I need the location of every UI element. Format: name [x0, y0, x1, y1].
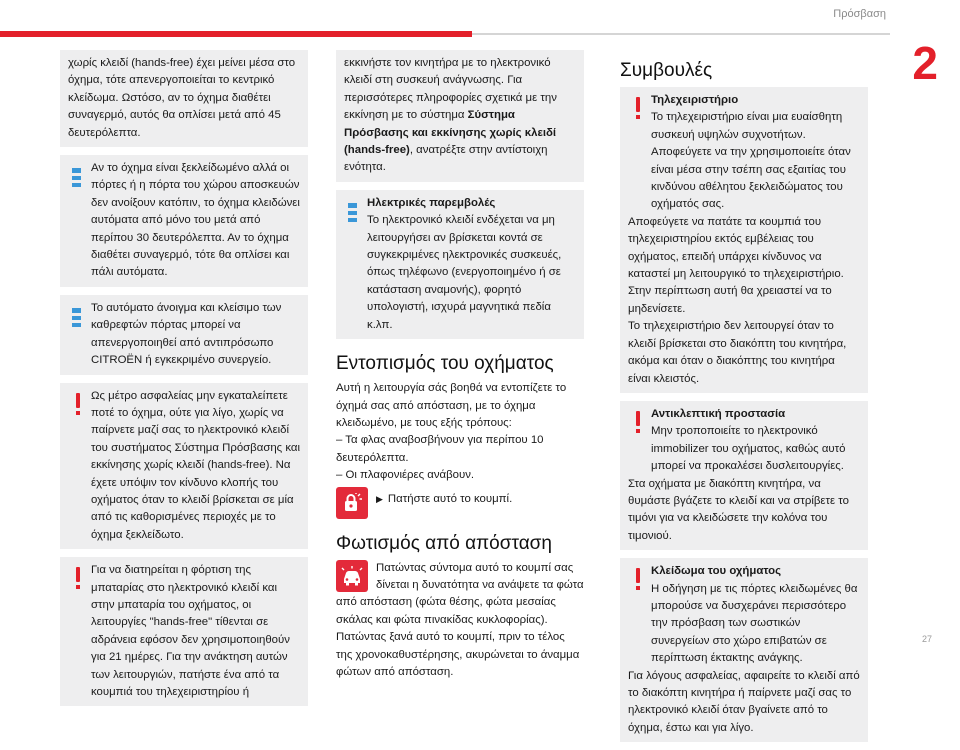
warning-note-text: Η οδήγηση με τις πόρτες κλειδωμένες θα μπορούσε να δυσχεράνει περισσότερο την πρόσβαση των σωστικών συνεργείων στο χώρο επιβατών σε περίπτωση έκτακτης ανάγκης. [651, 582, 858, 665]
info-note-mirrors [60, 295, 308, 375]
continued-text-box [60, 50, 308, 147]
heading-vehicle-locator: Εντοπισμός του οχήματος [336, 353, 554, 375]
heading-remote-lighting: Φωτισμός από απόσταση [336, 532, 552, 554]
info-icon [348, 203, 357, 223]
column-2 [336, 50, 584, 681]
locator-button-instruction: ▶ Πατήστε αυτό το κουμπί. [376, 492, 513, 505]
locator-intro: Αυτή η λειτουργία σάς βοηθά να εντοπίζετε το όχημά σας από απόσταση, με το όχημα κλειδωμένο, με τους εξής τρόπους: [336, 382, 567, 429]
warning-note-theft [60, 383, 308, 550]
info-note-title: Ηλεκτρικές παρεμβολές [367, 196, 496, 209]
info-icon [72, 308, 81, 328]
column-3 [620, 50, 868, 750]
lighting-paragraph: Πατώντας ξανά αυτό το κουμπί, πριν το τέλος της χρονοκαθυστέρησης, ακυρώνεται το άναμμα φώτων από απόσταση. [336, 631, 580, 678]
arrow-right-icon: ▶ [376, 493, 383, 504]
warning-note-title: Αντικλεπτική προστασία [651, 407, 786, 420]
info-note-interference [336, 190, 584, 339]
warning-note-text: Αποφεύγετε να πατάτε τα κουμπιά του τηλεχειριστηρίου εκτός εμβέλειας του οχήματος, επειδή υπάρχει κίνδυνος να καταστεί μη λειτουργικό το τηλεχειριστήριο. Στην περίπτωση αυτή θα χρειαστεί να το μηδενίσετε. [628, 215, 844, 315]
warning-note-locking [620, 558, 868, 742]
info-icon [72, 168, 81, 188]
warning-icon [634, 97, 643, 121]
locator-item: – Οι πλαφονιέρες ανάβουν. [336, 469, 475, 482]
continued-text-box [336, 50, 584, 182]
warning-note-text: Μην τροποποιείτε το ηλεκτρονικό immobilizer του οχήματος, καθώς αυτό μπορεί να προκαλέσει δυσλειτουργίες. [651, 425, 846, 473]
info-note-text: Αν το όχημα είναι ξεκλείδωμένο αλλά οι πόρτες ή η πόρτα του χώρου αποσκευών δεν ανοίξουν κατόπιν, το όχημα κλειδώνει αυτόματα από μόνο του μετά από περίπου 30 δευτερόλεπτα. Αν το όχημα διαθέτει συναγερμό, τότε θα οπλίσει και πάλι αυτόματα. [91, 162, 300, 279]
warning-note-title: Τηλεχειριστήριο [651, 94, 739, 106]
warning-icon [634, 568, 643, 592]
locator-button-row [336, 487, 584, 519]
info-note-auto-lock [60, 155, 308, 287]
warning-note-title: Κλείδωμα του οχήματος [651, 565, 781, 578]
warning-icon [74, 567, 83, 591]
chapter-number: 2 [912, 37, 938, 89]
info-note-text: Το ηλεκτρονικό κλειδί ενδέχεται να μη λειτουργήσει αν βρίσκεται κοντά σε συγκεκριμένες ηλεκτρονικές συσκευές, όπως τηλέφωνο (ενεργοποιημένο ή σε κατάσταση αναμονής), φορητό υπολογιστή, ισχυρά μαγνητικά πεδία κ.λπ. [367, 214, 562, 331]
lock-search-icon [336, 487, 368, 519]
warning-note-antitheft [620, 401, 868, 550]
heading-advice: Συμβουλές [620, 60, 713, 81]
warning-note-text: Για να διατηρείται η φόρτιση της μπαταρίας στο ηλεκτρονικό κλειδί και στην μπαταρία του οχήματος, οι λειτουργίες "hands-free" τίθενται σε αδράνεια εφόσον δεν χρησιμοποιηθούν για 21 ημέρες. Για την ανάκτηση αυτών των λειτουργιών, πατήστε ένα από τα κουμπιά του τηλεχειριστηρίου ή [91, 564, 290, 698]
section-title: Πρόσβαση [833, 8, 886, 20]
header-red-bar [0, 31, 472, 37]
warning-icon [634, 411, 643, 435]
locator-text [336, 380, 584, 484]
warning-note-text: Το τηλεχειριστήριο είναι μια ευαίσθητη συσκευή υψηλών συχνοτήτων. Αποφεύγετε να την χρησιμοποιείτε όταν είναι μέσα στην τσέπη σας εξαιτίας του κινδύνου αθέλητου ξεκλειδώματος του οχήματός σας. [651, 111, 851, 211]
warning-note-text: Στα οχήματα με διακόπτη κινητήρα, να θυμάστε βγάζετε το κλειδί και να στρίβετε το τιμόνι για να κλειδώσετε την κολόνα του τιμονιού. [628, 477, 849, 542]
lighting-paragraph: Πατώντας σύντομα αυτό το κουμπί σας δίνεται η δυνατότητα να ανάψετε τα φώτα από απόσταση (φώτα θέσης, φώτα μεσαίας σκάλας και φώτα πινακίδας κυκλοφορίας). [336, 561, 584, 626]
lighting-text [336, 560, 584, 682]
warning-note-text: Για λόγους ασφαλείας, αφαιρείτε το κλειδί από το διακόπτη κινητήρα ή παίρνετε μαζί σας το ηλεκτρονικό κλειδί όταν βγαίνετε από το όχημα, έστω και για λίγο. [628, 669, 860, 734]
car-lights-icon [336, 560, 368, 592]
warning-note-remote [620, 87, 868, 393]
column-1 [60, 50, 308, 714]
warning-note-text: Ως μέτρο ασφαλείας μην εγκαταλείπετε ποτέ το όχημα, ούτε για λίγο, χωρίς να παίρνετε μαζί σας το ηλεκτρονικό κλειδί του συστήματος Σύστημα Πρόσβασης και εκκίνησης χωρίς κλειδί (hands-free). Να έχετε υπόψιν τον κίνδυνο κλοπής του οχήματος όταν το κλειδί βρίσκεται σε μία από τις καθορισμένες περιοχές με το όχημα ξεκλείδωτο. [91, 389, 301, 541]
page-number: 27 [921, 634, 932, 644]
info-note-text: Το αυτόματο άνοιγμα και κλείσιμο των καθρεφτών πόρτας μπορεί να απενεργοποιηθεί από αντιπρόσωπο CITROËN ή εγκεκριμένο συνεργείο. [91, 301, 282, 367]
locator-item: – Τα φλας αναβοσβήνουν για περίπου 10 δευτερόλεπτα. [336, 434, 544, 464]
warning-note-battery [60, 557, 308, 706]
header-grey-line [472, 33, 890, 35]
warning-icon [74, 393, 83, 417]
continued-text: εκκινήστε τον κινητήρα με το ηλεκτρονικό κλειδί στη συσκευή ανάγνωσης. Για περισσότερες πληροφορίες σχετικά με την εκκίνηση με το σύστημα Σύστημα Πρόσβασης και εκκίνησης χωρίς κλειδί (hands-free), ανατρέξτε στην αντίστοιχη ενότητα. [344, 57, 557, 174]
warning-note-text: Το τηλεχειριστήριο δεν λειτουργεί όταν το κλειδί βρίσκεται στο διακόπτη του κινητήρα, ακόμα και όταν ο διακόπτης του κινητήρα είναι κλειστός. [628, 320, 847, 385]
continued-text: χωρίς κλειδί (hands-free) έχει μείνει μέσα στο όχημα, τότε απενεργοποιείται το κεντρικό κλείδωμα. Ωστόσο, αν το όχημα διαθέτει συναγερμό, αυτός θα οπλίσει μετά από 45 δευτερόλεπτα. [68, 57, 296, 139]
